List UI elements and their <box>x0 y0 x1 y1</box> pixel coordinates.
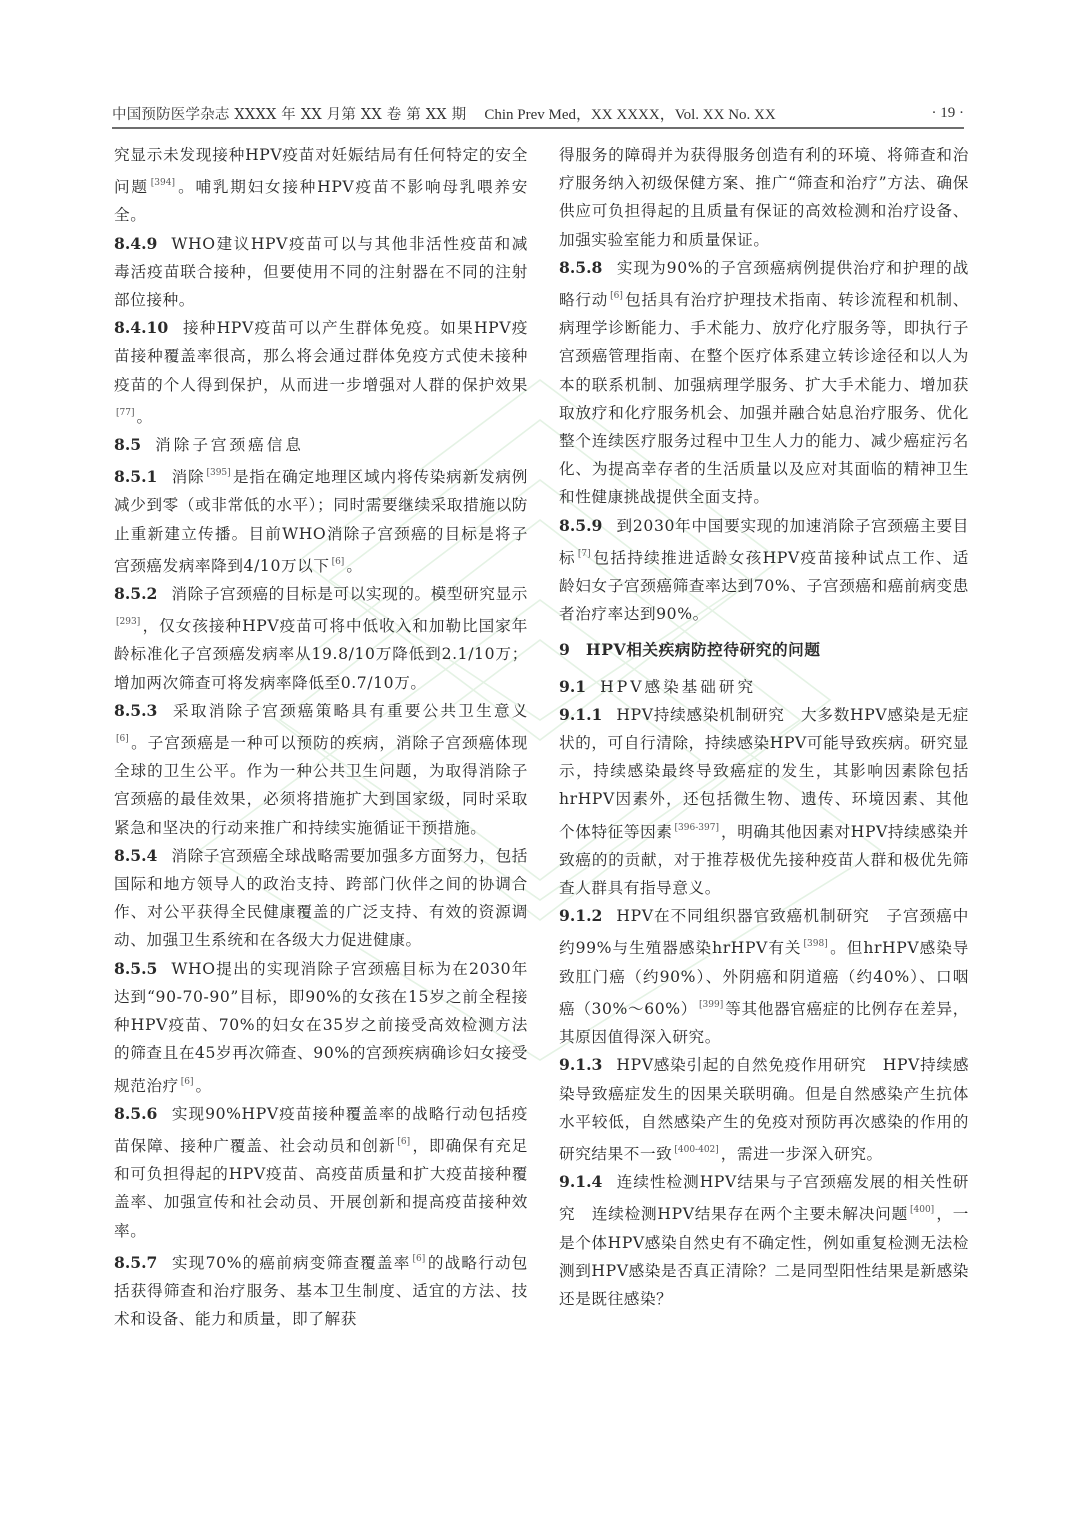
paragraph-8-4-8-continued: 究显示未发现接种HPV疫苗对妊娠结局有任何特定的安全问题 [394] 。哺乳期妇女接种HPV疫苗不影响母乳喂养安全。 <box>114 146 529 225</box>
citation[interactable]: [6] <box>180 1076 194 1087</box>
section-number: 9.1 <box>559 676 587 696</box>
section-title: HPV相关疾病防控待研究的问题 <box>585 640 821 660</box>
citation[interactable]: [394] <box>150 178 175 189</box>
section-9-1-1: 9.1.1 HPV持续感染机制研究 大多数HPV感染是无症状的，可自行清除，持续感染HPV可能导致疾病。研究显示，持续感染最终导致癌症的发生，其影响因素除包括hrHPV因素外，还包括微生物、遗传、环境因素、其他个体特征等因素 [396-397] ，明确其他因素对HPV持续感染并致癌的的贡献，对于推荐极优先接种疫苗人群和极优先筛查人群具有指导意义。 <box>559 704 970 898</box>
section-heading-9-1 <box>559 673 969 701</box>
section-title: 连续性检测HPV结果与子宫颈癌发展的相关性研究 <box>559 1173 969 1224</box>
citation[interactable]: [293] <box>116 617 141 628</box>
section-number: 9.1.2 <box>559 906 603 926</box>
right-column <box>559 141 969 1313</box>
section-number: 8.4.10 <box>114 318 169 338</box>
section-number: 9.1.1 <box>559 704 603 724</box>
section-8-5-6: 8.5.6 实现90%HPV疫苗接种覆盖率的战略行动包括疫苗保障、接种广覆盖、社会动员和创新 [6] ，即确保有充足和可负担得起的HPV疫苗、高疫苗质量和扩大疫苗接种覆盖率、加强宣传和社会动员、开展创新和提高疫苗接种效率。 <box>114 1103 529 1240</box>
citation[interactable]: [6] <box>331 556 345 567</box>
section-number: 8.5.3 <box>114 700 158 720</box>
section-8-5-9: 8.5.9 到2030年中国要实现的加速消除子宫颈癌主要目标 [7] 包括持续推进适龄女孩HPV疫苗接种试点工作、适龄妇女子宫颈癌筛查率达到70%、子宫颈癌和癌前病变患者治疗率达到90%。 <box>559 515 969 624</box>
journal-title-cn: 中国预防医学杂志 XXXX 年 XX 月第 XX 卷 第 XX 期 <box>112 106 467 123</box>
section-number: 8.5.8 <box>559 257 603 277</box>
page-number: · 19 · <box>931 104 964 121</box>
section-heading-9 <box>559 636 969 664</box>
citation[interactable]: [77] <box>116 407 135 418</box>
citation[interactable]: [6] <box>412 1253 426 1264</box>
section-number: 8.5.1 <box>114 467 158 487</box>
section-number: 8.5.5 <box>114 958 158 978</box>
section-title: HPV在不同组织器官致癌机制研究 <box>616 907 870 926</box>
section-9-1-4: 9.1.4 连续性检测HPV结果与子宫颈癌发展的相关性研究 连续检测HPV结果存在两个主要未解决问题 [400] ，一是个体HPV感染自然史有不确定性，例如重复检测无法检测到HPV感染是否真正清除？二是同型阳性结果是新感染还是既往感染？ <box>559 1172 969 1308</box>
section-8-5-3: 8.5.3 采取消除子宫颈癌策略具有重要公共卫生意义[6] 。子宫颈癌是一种可以预防的疾病，消除子宫颈癌体现全球的卫生公平。作为一种公共卫生问题，为取得消除子宫颈癌的最佳效果，必须将措施扩大到国家级，同时采取紧急和坚决的行动来推广和持续实施循证干预措施。 <box>114 700 528 837</box>
section-8-4-9: 8.4.9 WHO建议HPV疫苗可以与其他非活性疫苗和减毒活疫苗联合接种，但要使用不同的注射器在不同的注射部位接种。 <box>114 233 528 310</box>
citation[interactable]: [396-397] <box>674 822 719 833</box>
citation[interactable]: [6] <box>610 291 623 302</box>
journal-title-en: Chin Prev Med，XX XXXX，Vol. XX No. XX <box>484 106 776 123</box>
section-number: 8.5 <box>114 435 142 455</box>
citation[interactable]: [399] <box>699 999 724 1010</box>
citation[interactable]: [398] <box>803 939 828 950</box>
citation[interactable]: [7] <box>577 548 591 559</box>
section-8-4-10: 8.4.10 接种HPV疫苗可以产生群体免疫。如果HPV疫苗接种覆盖率很高，那么将会通过群体免疫方式使未接种疫苗的个人得到保护，从而进一步增强对人群的保护效果[77] 。 <box>114 318 528 426</box>
section-8-5-4: 8.5.4 消除子宫颈癌全球战略需要加强多方面努力，包括国际和地方领导人的政治支持、跨部门伙伴之间的协调合作、对公平获得全民健康覆盖的广泛支持、有效的资源调动、加强卫生系统和在各级大力促进健康。 <box>114 845 528 950</box>
section-title: 消除子宫颈癌信息 <box>155 436 304 455</box>
section-heading-8-5 <box>114 431 528 459</box>
section-9-1-3: 9.1.3 HPV感染引起的自然免疫作用研究 HPV持续感染导致癌症发生的因果关联明确。但是自然感染产生抗体水平较低，自然感染产生的免疫对预防再次感染的作用的研究结果不一致 [400-402] ，需进一步深入研究。 <box>559 1055 970 1163</box>
section-8-5-5: 8.5.5 WHO提出的实现消除子宫颈癌目标为在2030年达到“90-70-90”目标，即90%的女孩在15岁之前全程接种HPV疫苗、70%的妇女在35岁之前接受高效检测方法的筛查且在45岁再次筛查、90%的宫颈疾病确诊妇女接受规范治疗 [6] 。 <box>114 958 528 1095</box>
section-8-5-7: 8.5.7 实现70%的癌前病变筛查覆盖率 [6] 的战略行动包括获得筛查和治疗服务、基本卫生制度、适宜的方法、技术和设备、能力和质量，即了解获 <box>114 1252 528 1329</box>
left-column <box>114 141 528 1333</box>
section-number: 8.5.9 <box>559 515 603 535</box>
section-number: 8.5.2 <box>114 584 158 604</box>
section-8-5-2: 8.5.2 消除子宫颈癌的目标是可以实现的。模型研究显示[293] ，仅女孩接种HPV疫苗可将中低收入和加勒比国家年龄标准化子宫颈癌发病率从19.8/10万降低到2.1/10万；增加两次筛查可将发病率降低至0.7/10万。 <box>114 584 528 692</box>
section-number: 8.5.6 <box>114 1103 158 1123</box>
section-number: 8.5.4 <box>114 845 158 865</box>
citation[interactable]: [400] <box>909 1205 935 1216</box>
section-number: 9 <box>559 640 570 660</box>
citation[interactable]: [6] <box>116 734 129 745</box>
section-number: 9.1.3 <box>559 1055 603 1075</box>
section-title: HPV感染基础研究 <box>600 677 757 696</box>
citation[interactable]: [400-402] <box>674 1144 719 1155</box>
section-number: 8.5.7 <box>114 1252 158 1272</box>
running-header <box>112 100 964 126</box>
citation[interactable]: [395] <box>206 468 231 479</box>
section-9-1-2: 9.1.2 HPV在不同组织器官致癌机制研究 子宫颈癌中约99%与生殖器感染hrHPV有关 [398] 。但hrHPV感染导致肛门癌（约90%）、外阴癌和阴道癌（约40%）、口咽癌（30%～60%） [399] 等其他器官癌症的比例存在差异，其原因值得深入研究。 <box>559 906 969 1047</box>
section-title: HPV感染引起的自然免疫作用研究 <box>616 1056 867 1075</box>
section-8-5-1: 8.5.1 消除 [395] 是指在确定地理区域内将传染病新发病例减少到零（或非常低的水平）；同时需要继续采取措施以防止重新建立传播。目前WHO消除子宫颈癌的目标是将子宫颈癌发病率降到4/10万以下 [6] 。 <box>114 467 528 575</box>
section-number: 9.1.4 <box>559 1172 603 1192</box>
section-8-5-8: 8.5.8 实现为90%的子宫颈癌病例提供治疗和护理的战略行动 [6] 包括具有治疗护理技术指南、转诊流程和机制、病理学诊断能力、手术能力、放疗化疗服务等，即执行子宫颈癌管理指南、在整个医疗体系建立转诊途径和以人为本的联系机制、加强病理学服务、扩大手术能力、增加获取放疗和化疗服务机会、加强并融合姑息治疗服务、优化整个连续医疗服务过程中卫生人力的能力、减少癌症污名化、为提高幸存者的生活质量以及应对其面临的精神卫生和性健康挑战提供全面支持。 <box>559 257 969 507</box>
header-rule <box>112 127 964 129</box>
section-number: 8.4.9 <box>114 233 158 253</box>
section-8-5-7-continued: 得服务的障碍并为获得服务创造有利的环境、将筛查和治疗服务纳入初级保健方案、推广“筛查和治疗”方法、确保供应可负担得起的且质量有保证的高效检测和治疗设备、加强实验室能力和质量保证。 <box>559 146 969 249</box>
citation[interactable]: [6] <box>397 1136 411 1147</box>
section-title: HPV持续感染机制研究 <box>616 705 785 724</box>
